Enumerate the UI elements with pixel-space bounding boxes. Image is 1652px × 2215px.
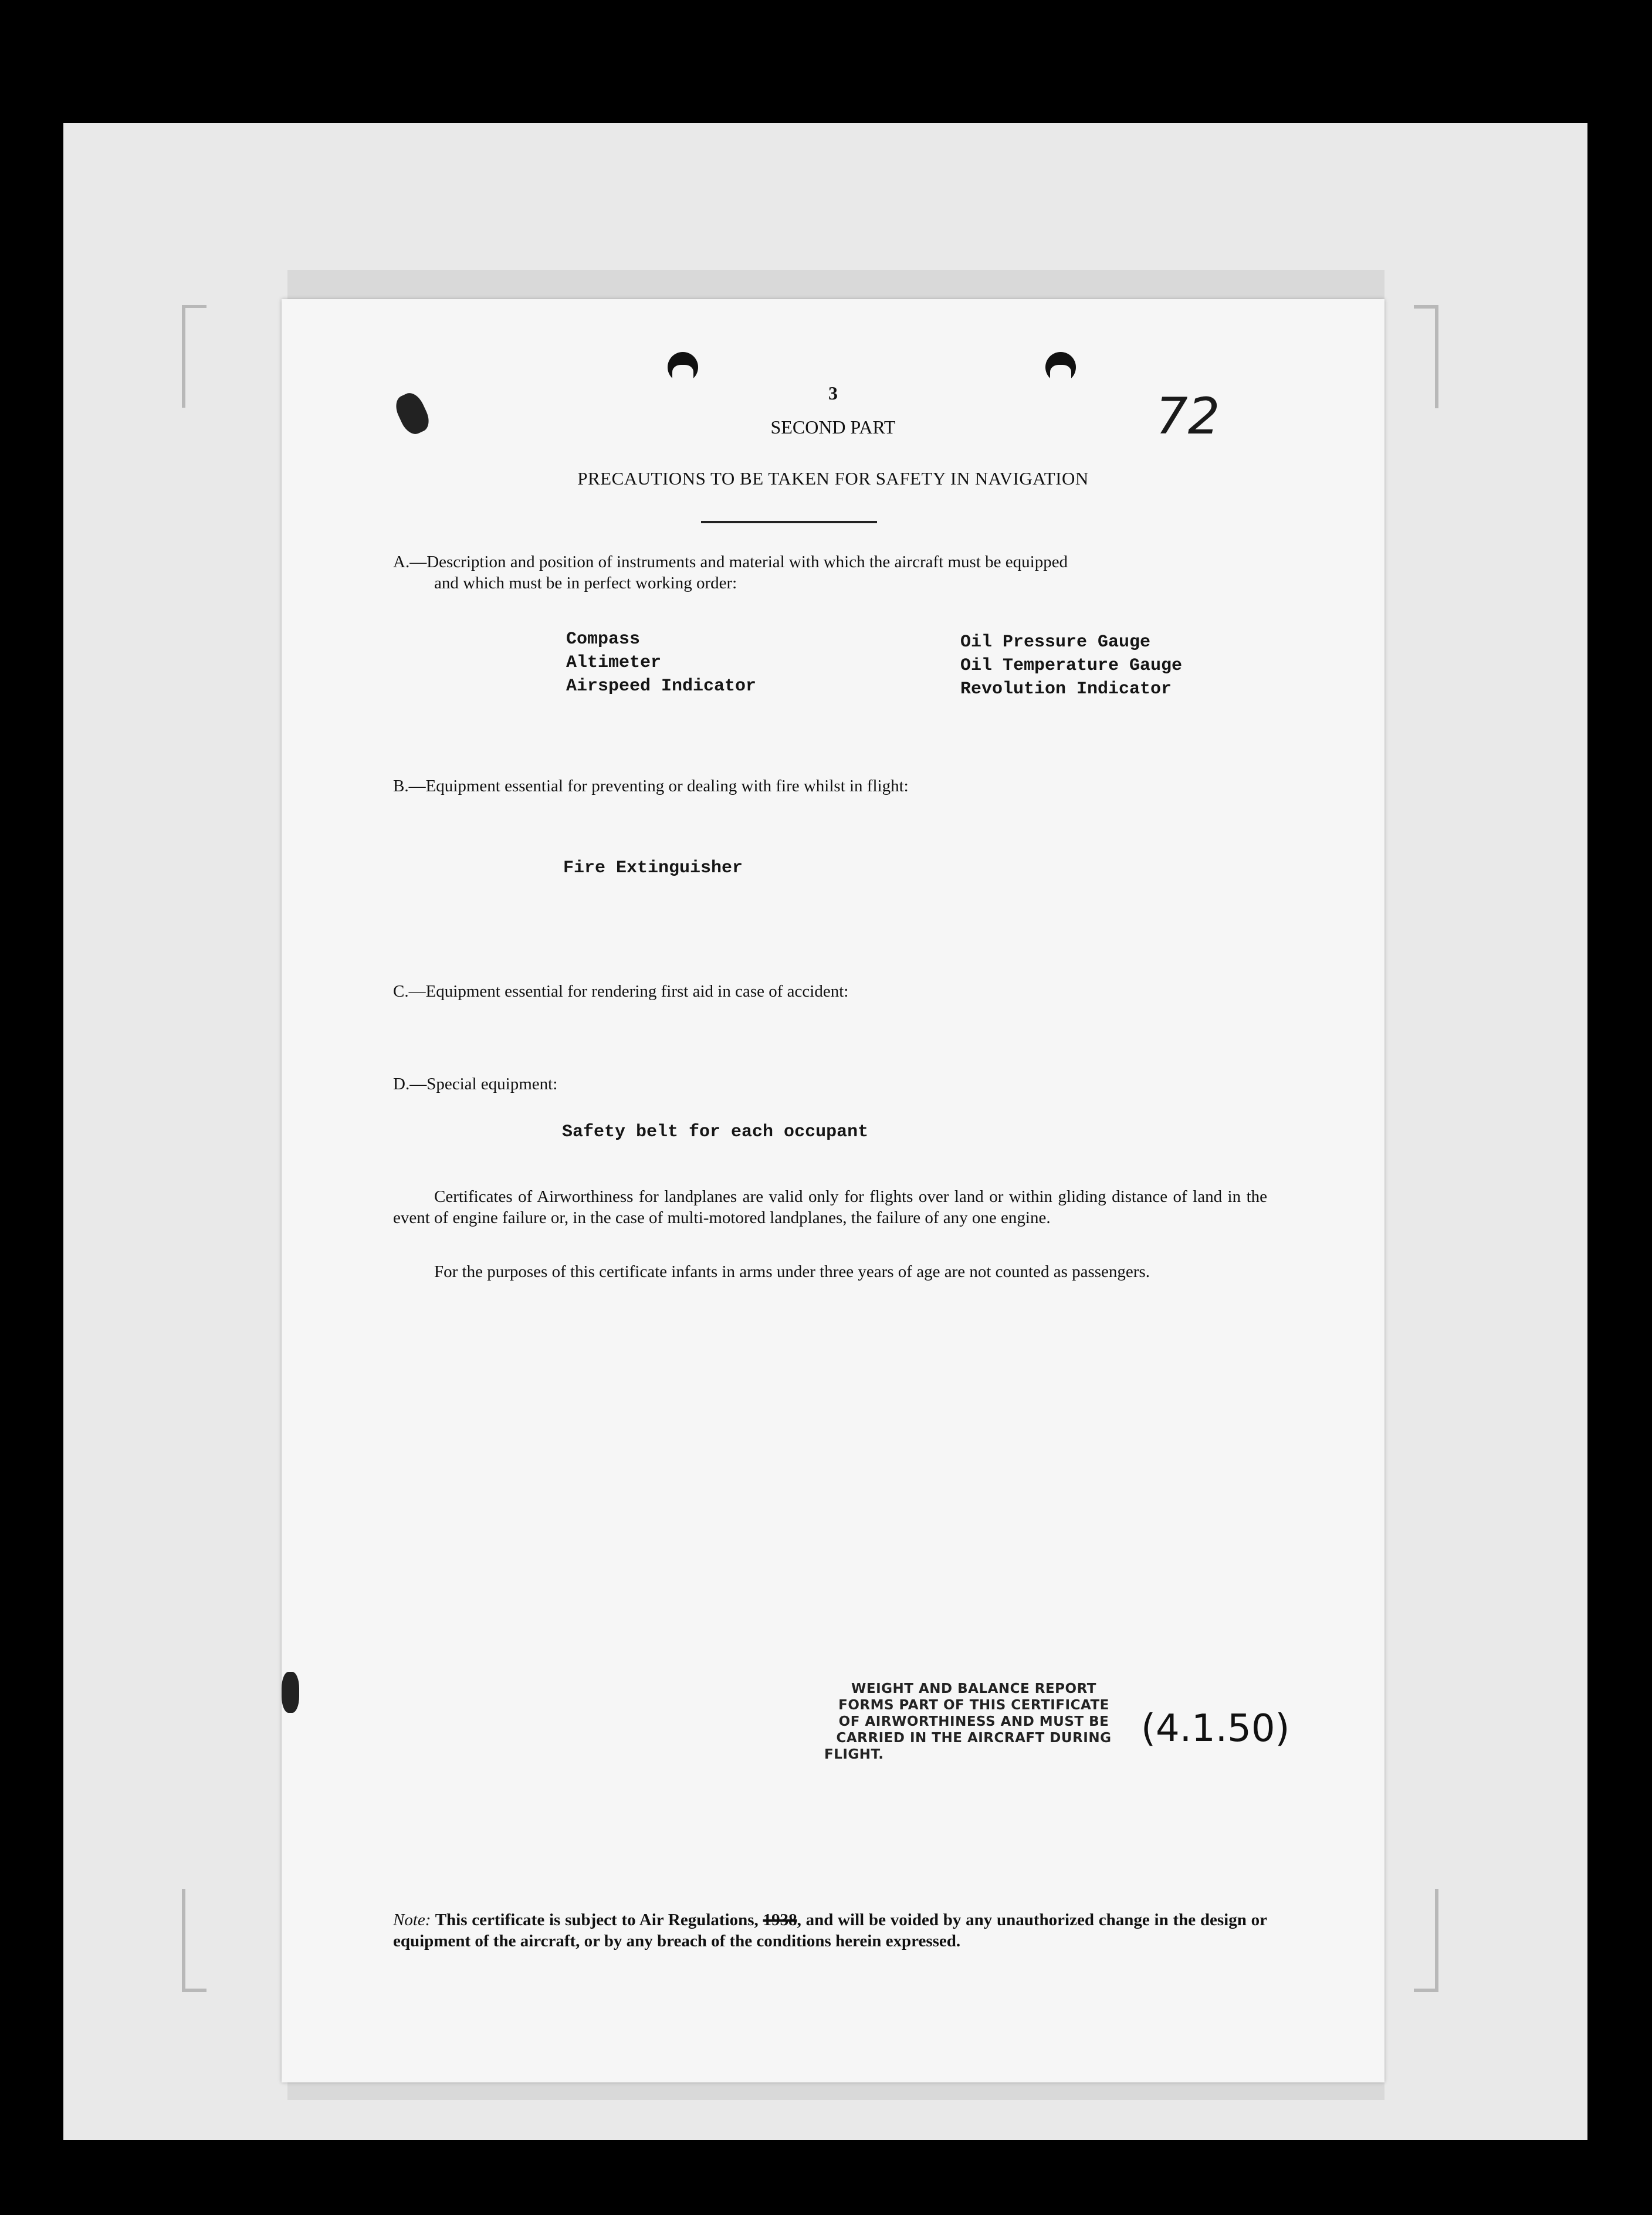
handwritten-reference: 72 xyxy=(1156,387,1220,446)
section-b-heading: B.—Equipment essential for preventing or dealing with fire whilst in flight: xyxy=(393,777,909,795)
note-text-before: This certificate is subject to Air Regulations, xyxy=(435,1911,759,1929)
list-item: Revolution Indicator xyxy=(960,679,1172,699)
crop-mark-top-right xyxy=(1414,305,1438,408)
punch-hole-left xyxy=(668,352,698,382)
instrument-list-left xyxy=(566,628,756,698)
crop-mark-top-left xyxy=(182,305,206,408)
crop-mark-bottom-right xyxy=(1414,1889,1438,1992)
stamp-line: WEIGHT AND BALANCE REPORT xyxy=(851,1681,1096,1696)
struck-year: 1938 xyxy=(763,1911,797,1929)
stamp-line: FLIGHT. xyxy=(824,1747,884,1762)
crop-mark-bottom-left xyxy=(182,1889,206,1992)
note-label: Note: xyxy=(393,1911,431,1929)
punch-hole-right xyxy=(1045,352,1076,382)
stamp-line: OF AIRWORTHINESS AND MUST BE xyxy=(838,1714,1109,1729)
list-item: Airspeed Indicator xyxy=(566,676,757,696)
section-a-line2: and which must be in perfect working order: xyxy=(434,574,737,592)
instrument-list-right xyxy=(960,631,1182,701)
section-d-item: Safety belt for each occupant xyxy=(562,1122,869,1142)
stamp-line: FORMS PART OF THIS CERTIFICATE xyxy=(838,1698,1109,1713)
section-c-heading: C.—Equipment essential for rendering first aid in case of accident: xyxy=(393,982,849,1001)
list-item: Oil Pressure Gauge xyxy=(960,632,1151,652)
infants-paragraph: For the purposes of this certificate infants in arms under three years of age are not counted as passengers. xyxy=(434,1262,1150,1281)
weight-balance-stamp xyxy=(824,1681,1123,1763)
part-title: SECOND PART xyxy=(770,416,896,438)
list-item: Compass xyxy=(566,629,641,649)
section-a-line1: A.—Description and position of instruments and material with which the aircraft must be equipped xyxy=(393,553,1068,571)
regulation-note xyxy=(393,1909,1267,1952)
list-item: Oil Temperature Gauge xyxy=(960,656,1183,676)
validity-paragraph: Certificates of Airworthiness for landplanes are valid only for flights over land or within gliding distance of land in the event of engine failure or, in the case of multi-motored landplanes, the failure of any one engine. xyxy=(393,1187,1267,1227)
stamp-line: CARRIED IN THE AIRCRAFT DURING xyxy=(836,1730,1112,1746)
note-text-after: , and will be voided by any unauthorized change in the design or equipment of the aircraft, or by any breach of the conditions herein expressed. xyxy=(393,1911,1267,1950)
page-title: PRECAUTIONS TO BE TAKEN FOR SAFETY IN NAVIGATION xyxy=(577,468,1089,489)
section-d-heading: D.—Special equipment: xyxy=(393,1075,558,1093)
title-rule xyxy=(701,521,877,523)
clip-mark xyxy=(282,1672,299,1713)
section-a-heading xyxy=(393,551,1267,594)
list-item: Altimeter xyxy=(566,653,662,673)
handwritten-date: (4.1.50) xyxy=(1141,1707,1290,1750)
section-b-item: Fire Extinguisher xyxy=(563,858,743,878)
page-number: 3 xyxy=(828,382,838,404)
document-page xyxy=(282,299,1384,2082)
